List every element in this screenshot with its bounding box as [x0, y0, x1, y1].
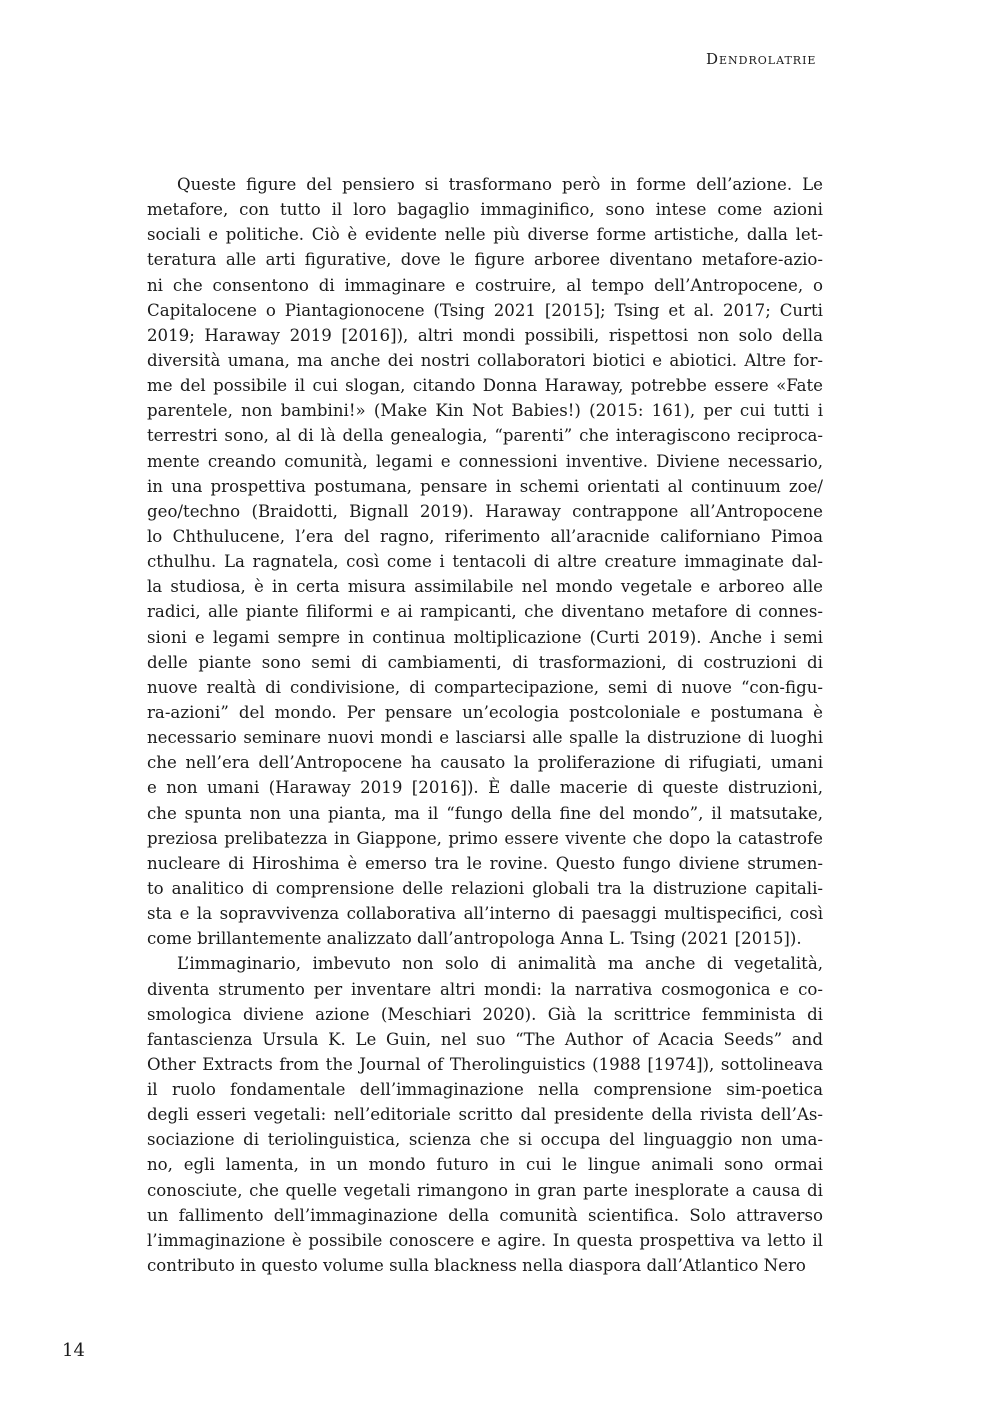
- text-line: nucleare di Hiroshima è emerso tra le rovine. Questo fungo diviene strumen-: [147, 853, 823, 873]
- text-line: come brillantemente analizzato dall’antropologa Anna L. Tsing (2021 [2015]).: [147, 929, 802, 949]
- text-line: il ruolo fondamentale dell’immaginazione nella comprensione sim-poetica: [147, 1080, 823, 1100]
- text-line: sioni e legami sempre in continua moltiplicazione (Curti 2019). Anche i semi: [147, 627, 823, 647]
- text-line: L’immaginario, imbevuto non solo di animalità ma anche di vegetalità,: [177, 954, 823, 974]
- text-line: diventa strumento per inventare altri mondi: la narrativa cosmogonica e co-: [147, 979, 823, 999]
- text-line: ra-azioni” del mondo. Per pensare un’ecologia postcoloniale e postumana è: [147, 702, 823, 722]
- text-line: che nell’era dell’Antropocene ha causato la proliferazione di rifugiati, umani: [147, 753, 823, 773]
- text-line: ni che consentono di immaginare e costruire, al tempo dell’Antropocene, o: [147, 275, 823, 295]
- paragraph-1: [147, 172, 823, 951]
- text-line: e non umani (Haraway 2019 [2016]). È dalle macerie di queste distruzioni,: [147, 778, 823, 798]
- text-line: sociazione di teriolinguistica, scienza che si occupa del linguaggio non uma-: [147, 1130, 823, 1150]
- body-text: [147, 172, 823, 1278]
- text-line: metafore, con tutto il loro bagaglio immaginifico, sono intese come azioni: [147, 200, 823, 220]
- text-line: mente creando comunità, legami e connessioni inventive. Diviene necessario,: [147, 451, 823, 471]
- text-line: no, egli lamenta, in un mondo futuro in cui le lingue animali sono ormai: [147, 1155, 823, 1175]
- text-line: in una prospettiva postumana, pensare in schemi orientati al continuum zoe/: [147, 476, 823, 496]
- text-line: Other Extracts from the Journal of Therolinguistics (1988 [1974]), sottolineava: [147, 1054, 823, 1074]
- page-number: 14: [62, 1340, 85, 1361]
- text-line: smologica diviene azione (Meschiari 2020). Già la scrittrice femminista di: [147, 1004, 823, 1024]
- text-line: 2019; Haraway 2019 [2016]), altri mondi possibili, rispettosi non solo della: [147, 325, 823, 345]
- text-line: preziosa prelibatezza in Giappone, primo essere vivente che dopo la catastrofe: [147, 828, 823, 848]
- text-line: Queste figure del pensiero si trasformano però in forme dell’azione. Le: [177, 175, 823, 194]
- text-line: un fallimento dell’immaginazione della comunità scientifica. Solo attraverso: [147, 1205, 823, 1225]
- text-line: terrestri sono, al di là della genealogia, “parenti” che interagiscono reciproca-: [147, 426, 823, 446]
- text-line: degli esseri vegetali: nell’editoriale scritto dal presidente della rivista dell’As-: [147, 1105, 823, 1125]
- text-line: che spunta non una pianta, ma il “fungo della fine del mondo”, il matsutake,: [147, 803, 823, 823]
- text-line: contributo in questo volume sulla blackness nella diaspora dall’Atlantico Nero: [147, 1256, 806, 1276]
- text-line: parentele, non bambini!» (Make Kin Not Babies!) (2015: 161), per cui tutti i: [147, 401, 823, 421]
- text-line: conosciute, che quelle vegetali rimangono in gran parte inesplorate a causa di: [147, 1180, 823, 1200]
- text-line: lo Chthulucene, l’era del ragno, riferimento all’aracnide californiano Pimoa: [147, 526, 823, 546]
- text-line: sociali e politiche. Ciò è evidente nelle più diverse forme artistiche, dalla let-: [147, 225, 823, 245]
- running-header: Dendrolatrie: [706, 50, 817, 68]
- paragraph-2: [147, 951, 823, 1278]
- text-line: fantascienza Ursula K. Le Guin, nel suo “The Author of Acacia Seeds” and: [147, 1029, 823, 1049]
- text-line: la studiosa, è in certa misura assimilabile nel mondo vegetale e arboreo alle: [147, 577, 823, 597]
- text-line: to analitico di comprensione delle relazioni globali tra la distruzione capitali-: [147, 878, 823, 898]
- text-line: diversità umana, ma anche dei nostri collaboratori biotici e abiotici. Altre for-: [147, 350, 823, 370]
- text-line: geo/techno (Braidotti, Bignall 2019). Haraway contrappone all’Antropocene: [147, 501, 823, 521]
- text-line: sta e la sopravvivenza collaborativa all’interno di paesaggi multispecifici, così: [147, 904, 823, 924]
- text-line: Capitalocene o Piantagionocene (Tsing 2021 [2015]; Tsing et al. 2017; Curti: [147, 300, 823, 320]
- text-line: necessario seminare nuovi mondi e lasciarsi alle spalle la distruzione di luoghi: [147, 728, 823, 748]
- text-line: cthulhu. La ragnatela, così come i tentacoli di altre creature immaginate dal-: [147, 552, 823, 572]
- text-line: nuove realtà di condivisione, di compartecipazione, semi di nuove “con-figu-: [147, 677, 823, 697]
- text-line: radici, alle piante filiformi e ai rampicanti, che diventano metafore di connes-: [147, 602, 823, 622]
- text-line: me del possibile il cui slogan, citando Donna Haraway, potrebbe essere «Fate: [147, 376, 823, 396]
- text-line: l’immaginazione è possibile conoscere e agire. In questa prospettiva va letto il: [147, 1230, 823, 1250]
- text-line: delle piante sono semi di cambiamenti, di trasformazioni, di costruzioni di: [147, 652, 823, 672]
- text-line: teratura alle arti figurative, dove le figure arboree diventano metafore-azio-: [147, 250, 823, 270]
